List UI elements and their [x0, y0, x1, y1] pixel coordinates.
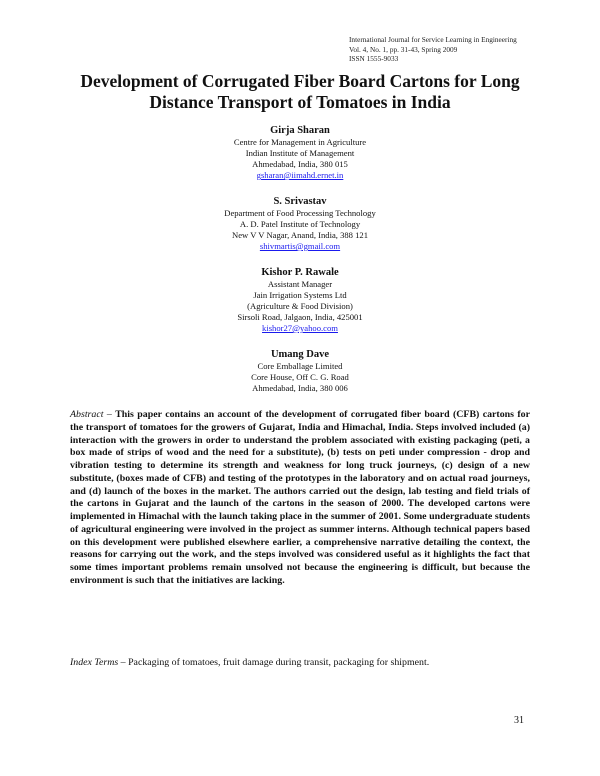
author-email-link[interactable]: shivmartis@gmail.com: [259, 241, 341, 251]
author-affiliation-line: Department of Food Processing Technology: [224, 208, 376, 218]
journal-volume: Vol. 4, No. 1, pp. 31-43, Spring 2009: [349, 44, 458, 54]
author-affiliation-line: Ahmedabad, India, 380 006: [252, 383, 348, 393]
index-terms-text: – Packaging of tomatoes, fruit damage during transit, packaging for shipment.: [120, 657, 430, 668]
paper-title-line-1: Development of Corrugated Fiber Board Cartons for Long: [80, 71, 520, 91]
author-name: S. Srivastav: [273, 196, 327, 207]
journal-name: International Journal for Service Learning in Engineering: [349, 35, 517, 44]
author-affiliation-line: Assistant Manager: [267, 279, 333, 289]
author-affiliation-line: Core Emballage Limited: [257, 361, 343, 371]
author-block-dave: [100, 348, 500, 394]
abstract-label: Abstract –: [70, 409, 112, 420]
author-affiliation-line: A. D. Patel Institute of Technology: [239, 219, 361, 229]
author-name: Umang Dave: [270, 349, 330, 360]
paper-title-line-2: Distance Transport of Tomatoes in India: [149, 92, 451, 112]
author-affiliation-line: Ahmedabad, India, 380 015: [252, 159, 348, 169]
author-name: Girja Sharan: [270, 125, 330, 136]
author-affiliation-line: (Agriculture & Food Division): [247, 301, 353, 311]
journal-header: [349, 35, 517, 64]
author-list: [100, 124, 500, 408]
author-affiliation-line: New V V Nagar, Anand, India, 388 121: [231, 230, 369, 240]
index-terms-label: Index Terms: [70, 657, 119, 668]
author-block-srivastav: [100, 195, 500, 252]
author-affiliation-line: Centre for Management in Agriculture: [233, 137, 367, 147]
author-affiliation-line: Core House, Off C. G. Road: [251, 372, 349, 382]
page-number: 31: [514, 715, 524, 726]
author-affiliation-line: Sirsoli Road, Jalgaon, India, 425001: [237, 312, 363, 322]
author-name: Kishor P. Rawale: [261, 267, 339, 278]
abstract: [70, 409, 530, 588]
paper-title: [40, 71, 560, 113]
author-block-rawale: [100, 266, 500, 334]
author-email-link[interactable]: kishor27@yahoo.com: [262, 323, 338, 333]
author-affiliation-line: Jain Irrigation Systems Ltd: [253, 290, 347, 300]
journal-issn: ISSN 1555-9033: [349, 54, 399, 64]
abstract-text: This paper contains an account of the development of corrugated fiber board (CFB) cartons for the transport of tomatoes for the growers of Gujarat, India and Himachal, India. Steps involved included (a) interaction with the growers in order to understand the problem associated with existing packaging (peti, a box made of strips of wood and the need for a substitute), (b) tests on peti under compression - drop and vibration testing to determine its strength and weakness for long truck journeys, (c) design of a new substitute, (boxes made of CFB) and testing of the prototypes in the laboratory and on actual road journeys, and (d) launch of the boxes in the market. The authors carried out the design, lab testing and field trials of the cartons in Gujarat and the launch of the cartons in the season of 2000. The developed cartons were implemented in Himachal with the launch taking place in the summer of 2001. Some undergraduate students of agricultural engineering were involved in the project as summer interns. Although technical papers based on this development were published elsewhere earlier, a comprehensive narrative detailing the context, the reasons for carrying out the work, and the steps involved was considered useful as it highlights the fact that some times important problems remain unsolved not because the engineering is difficult, but because the environment is such that the initiatives are lacking.: [70, 409, 531, 586]
author-affiliation-line: Indian Institute of Management: [245, 148, 355, 158]
index-terms: [70, 657, 530, 670]
author-email-link[interactable]: gsharan@iimahd.ernet.in: [256, 170, 344, 180]
author-block-sharan: [100, 124, 500, 181]
